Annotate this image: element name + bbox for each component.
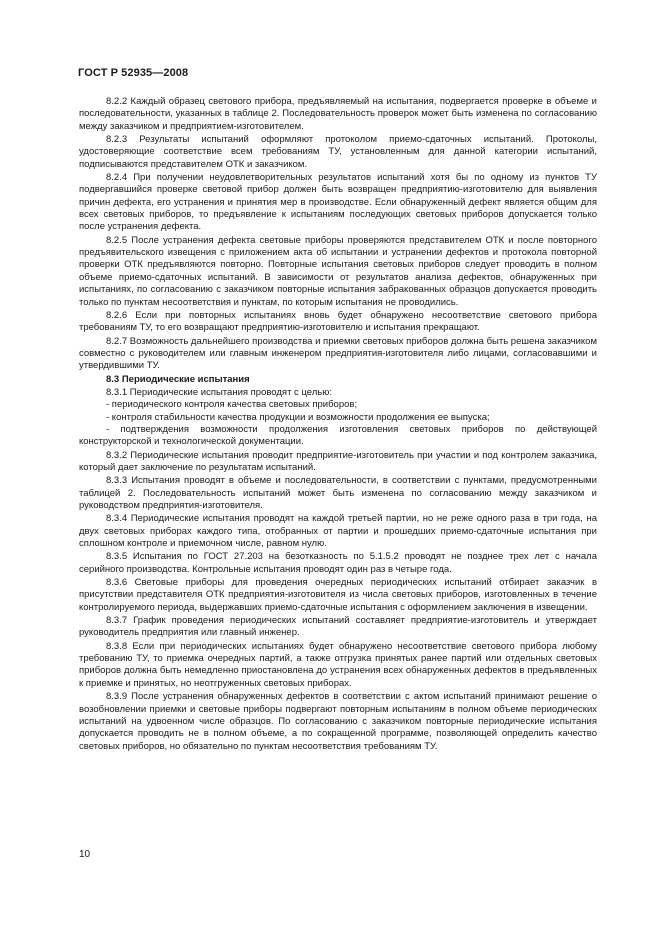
- page-number: 10: [79, 849, 91, 860]
- list-item: - контроля стабильности качества продукции и возможности продолжения ее выпуска;: [106, 411, 490, 423]
- list-item: - периодического контроля качества световых приборов;: [106, 399, 358, 411]
- paragraph-8-2-3: 8.2.3 Результаты испытаний оформляют протоколом приемо-сдаточных испытаний. Протоколы, удостоверяющие соответствие всем требованиям ТУ, установленным для данной категории испытаний, подписываются представителем ОТК и заказчиком.: [79, 134, 597, 170]
- section-heading-8-3: 8.3 Периодические испытания: [106, 373, 250, 385]
- paragraph-8-3-9: 8.3.9 После устранения обнаруженных дефектов в соответствии с актом испытаний принимают решение о возобновлении приемки и световые приборы подвергают повторным испытаниям в полном объеме периодических испытаний на удвоенном числе образцов. По согласованию с заказчиком повторные периодические испытания допускается проводить не в полном объеме, а по сокращенной программе, позволяющей определить качество световых приборов, но обязательно по пунктам несоответствия требованиям ТУ.: [79, 691, 597, 752]
- paragraph-8-3-6: 8.3.6 Световые приборы для проведения очередных периодических испытаний отбирает заказчик в присутствии представителя ОТК предприятия-изготовителя из числа световых приборов, изготовленных в течение контролируемого периода, выдержавших приемо-сдаточные испытания с оформлением заключения в извещении.: [79, 577, 597, 613]
- paragraph-8-3-2: 8.3.2 Периодические испытания проводит предприятие-изготовитель при участии и под контролем заказчика, который дает заключение по результатам испытаний.: [79, 449, 597, 473]
- paragraph-8-2-5: 8.2.5 После устранения дефекта световые приборы проверяются представителем ОТК и после повторного предъявительского извещения с приложением акта об испытании и устранении дефектов и протокола повторной проверки ОТК предъявляются повторно. Повторные испытания световых приборов следует проводить в полном объеме приемо-сдаточных испытаний. В зависимости от результатов анализа дефектов, обнаруженных при испытаниях, по согласованию с заказчиком повторные испытания забракованных образцов допускается проводить только по пунктам несоответствия и пунктам, по которым испытания не проводились.: [79, 234, 597, 308]
- paragraph-8-3-3: 8.3.3 Испытания проводят в объеме и последовательности, в соответствии с пунктами, предусмотренными таблицей 2. Последовательность испытаний может быть изменена по согласованию между заказчиком и руководством предприятия-изготовителя.: [79, 475, 597, 511]
- document-body: [79, 96, 597, 753]
- paragraph-8-3-7: 8.3.7 График проведения периодических испытаний составляет предприятие-изготовитель и утверждает руководитель предприятия или главный инженер.: [79, 615, 597, 639]
- paragraph-8-2-7: 8.2.7 Возможность дальнейшего производства и приемки световых приборов должна быть решена заказчиком совместно с руководителем или главным инженером предприятия-изготовителя либо лицами, согласовавшими и утвердившими ТУ.: [79, 335, 597, 372]
- paragraph-8-3-5: 8.3.5 Испытания по ГОСТ 27.203 на безотказность по 5.1.5.2 проводят не позднее трех лет с начала серийного производства. Контрольные испытания проводят один раз в четыре года.: [79, 551, 597, 575]
- paragraph-8-2-6: 8.2.6 Если при повторных испытаниях вновь будет обнаружено несоответствие светового прибора требованиям ТУ, то его возвращают предприятию-изготовителю и испытания прекращают.: [79, 309, 597, 334]
- paragraph-8-2-4: 8.2.4 При получении неудовлетворительных результатов испытаний хотя бы по одному из пунктов ТУ подвергавшийся проверке световой прибор должен быть возвращен предприятию-изготовителю для выявления причин дефекта, его устранения и принятия мер в производстве. Если обнаруженный дефект является общим для всех световых приборов, то предъявление к испытаниям последующих световых приборов допускается только после устранения дефекта.: [79, 172, 597, 233]
- list-item: - подтверждения возможности продолжения изготовления световых приборов по действующей конструкторской и технологической документации.: [79, 423, 597, 448]
- paragraph-8-3-4: 8.3.4 Периодические испытания проводят на каждой третьей партии, но не реже одного раза в три года, на двух световых приборах каждого типа, отобранных от партии и прошедших приемо-сдаточные испытания при сплошном контроле и приемочном числе, равном нулю.: [79, 513, 597, 550]
- document-header: ГОСТ Р 52935—2008: [78, 67, 189, 79]
- paragraph-8-2-2: 8.2.2 Каждый образец светового прибора, предъявляемый на испытания, подвергается проверке в объеме и последовательности, указанных в таблице 2. Последовательность проверок может быть изменена по согласованию между заказчиком и предприятием-изготовителем.: [79, 96, 597, 132]
- paragraph-8-3-8: 8.3.8 Если при периодических испытаниях будет обнаружено несоответствие светового прибора любому требованию ТУ, то приемка очередных партий, а также отгрузка принятых ранее партий или отдельных световых приборов должна быть немедленно приостановлена до устранения всех обнаруженных дефектов в предъявленных к приемке и принятых, но неотгруженных световых приборах.: [79, 640, 597, 689]
- paragraph-8-3-1: 8.3.1 Периодические испытания проводят с целью:: [106, 386, 333, 398]
